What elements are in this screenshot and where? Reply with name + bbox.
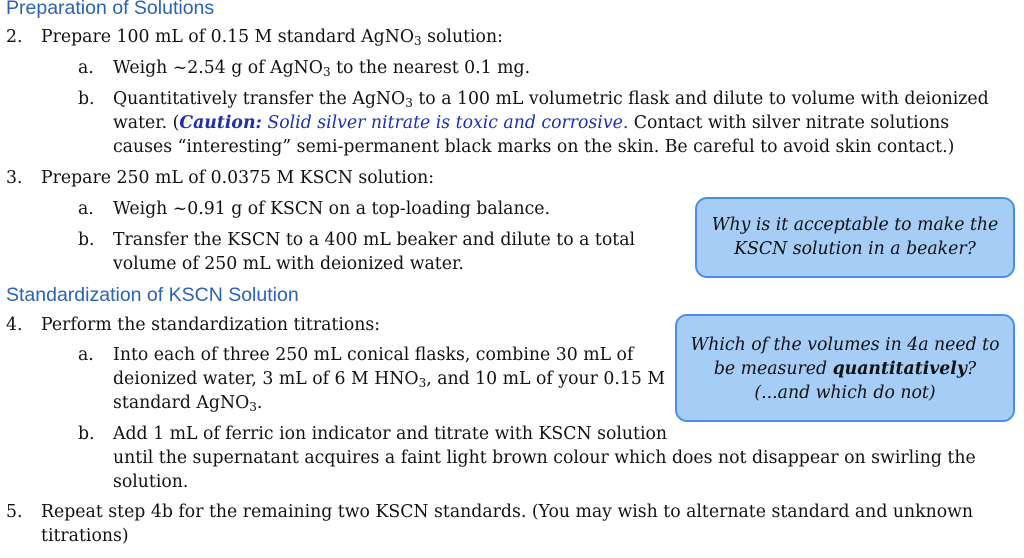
- substep-letter: a.: [78, 199, 94, 219]
- step-4b-line-2: until the supernatant acquires a faint light brown colour which does not disappear on swirling the: [113, 448, 976, 468]
- step-3b-line-1: Transfer the KSCN to a 400 mL beaker and dilute to a total: [113, 230, 636, 250]
- step-4-text: Perform the standardization titrations:: [41, 315, 381, 335]
- step-2a-text: Weigh ~2.54 g of AgNO$_3$ to the nearest 0.1 mg.: [113, 58, 531, 79]
- step-4a-line-1: Into each of three 250 mL conical flasks, combine 30 mL of: [113, 345, 634, 365]
- step-3b-line-2: volume of 250 mL with deionized water.: [113, 254, 464, 274]
- step-2b-line-1: Quantitatively transfer the AgNO$_3$ to a 100 mL volumetric flask and dilute to volume with deionized: [113, 89, 989, 110]
- section-heading-preparation: Preparation of Solutions: [6, 0, 215, 19]
- step-number: 2.: [6, 27, 23, 47]
- substep-letter: b.: [78, 89, 95, 109]
- step-5-line-1: Repeat step 4b for the remaining two KSCN standards. (You may wish to alternate standard and unknown: [41, 502, 974, 522]
- step-2-text: Prepare 100 mL of 0.15 M standard AgNO$_3$ solution:: [41, 27, 503, 48]
- step-2b-line-3: causes “interesting” semi-permanent black marks on the skin. Be careful to avoid skin contact.): [113, 137, 955, 157]
- section-heading-standardization: Standardization of KSCN Solution: [6, 284, 299, 306]
- step-4b-line-3: solution.: [113, 472, 189, 492]
- step-number: 4.: [6, 315, 23, 335]
- caution-text: Solid silver nitrate is toxic and corrosive.: [261, 113, 629, 133]
- step-3-text: Prepare 250 mL of 0.0375 M KSCN solution:: [41, 168, 435, 188]
- callout-volumes-question: Which of the volumes in 4a need to be measured quantitatively? (...and which do not): [675, 314, 1015, 422]
- caution-label: Caution:: [179, 113, 262, 133]
- step-4a-line-2: deionized water, 3 mL of 6 M $HNO_3$, and 10 mL of your 0.15 M: [113, 369, 666, 390]
- callout-beaker-question: Why is it acceptable to make the KSCN solution in a beaker?: [695, 197, 1015, 278]
- step-2b-line-2: water. (Caution: Solid silver nitrate is toxic and corrosive. Contact with silver nitrate solutions: [113, 113, 950, 133]
- substep-letter: a.: [78, 345, 94, 365]
- substep-letter: a.: [78, 58, 94, 78]
- substep-letter: b.: [78, 424, 95, 444]
- step-number: 3.: [6, 168, 23, 188]
- step-4a-line-3: standard AgNO$_3$.: [113, 393, 263, 414]
- step-number: 5.: [6, 502, 23, 522]
- step-3a-text: Weigh ~0.91 g of KSCN on a top-loading balance.: [113, 199, 550, 219]
- step-4b-line-1: Add 1 mL of ferric ion indicator and titrate with KSCN solution: [113, 424, 668, 444]
- substep-letter: b.: [78, 230, 95, 250]
- step-5-line-2: titrations): [41, 526, 129, 546]
